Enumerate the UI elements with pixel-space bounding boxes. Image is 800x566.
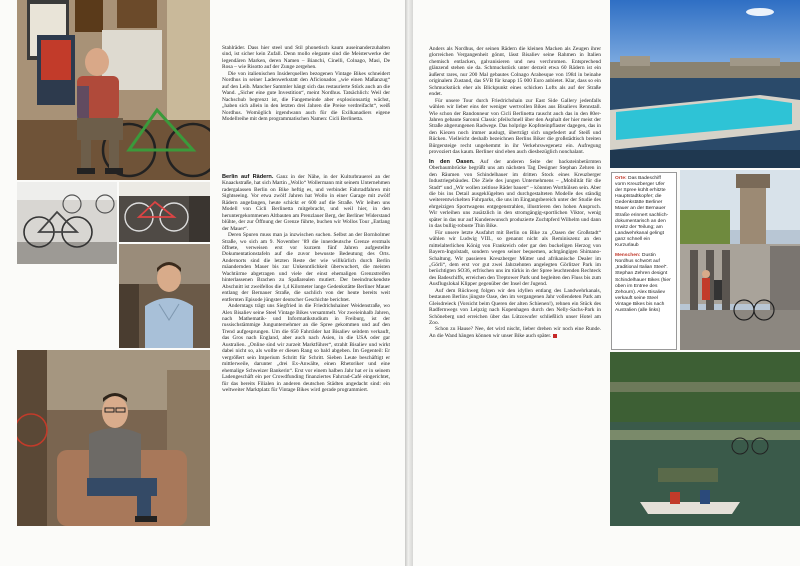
photo-badeschiff-pool [610,0,800,168]
page-gutter [405,0,413,566]
photo-bikes-shop [17,182,117,264]
right-page [413,0,800,566]
paragraph: In den Oasen. Auf der anderen Seite der backsteinbetürmten Oberbaumbrücke begrüßt uns am nächsten Tag Designer Stephan Zehren in den Räumen von Schindelhauer im dritten Stock eines Kreuzberger Industriegebäudes. Die Ziele des jungen Unternehmens – „Mobilität für die Stadt“ und „Wir wollen zeitlose Räder bauen“ – könnten Worthülsen sein. Aber die bis ins Detail ausgeklügelten und durchgestalteten Modelle des ständig weiterentwickelten Fuhrparks, die uns im Eingangsbereich unter der Studie des ehrgeizigen Sportwagens entgegenstrahlen, illustrieren den hohen Anspruch. Wir verleihen uns zusätzlich in den stromgängig-sportlichen Viktor, wenig später in das nur auf Kundenwunsch produzierte Zuchtpferd Wilhelm und dann in das bullig-robuste Thin Bike. [429,158,601,230]
photo-designer-portrait [119,244,210,348]
photo-owner-couch [17,350,210,526]
caption-menschen: Menschen: Dustin Nordhus schwört auf „traditional Italian Steel“. Stephan Zehren designt Schindelhauer Bikes (hier oben im Entree des Zehourn). Alex Bisaliev verkauft seine Steel Vintage Bikes bis nach Australien (alle links) [615,253,671,313]
article-column-1 [222,45,390,122]
subhead: In den Oasen. [429,158,475,165]
photo-bike-shop-owner [17,0,210,180]
caption-orte: Orte: Das Badeschiff vorm Kreuzberger Ufer der Spree kühlt erhitzte Hauptstadtkopfer; die Gedenkstätte Berliner Mauer an der Bernauer Straße erinnert sachlich-dokumentarisch an den Irrwitz der Teilung; am Landwehrkanal gelingt ganz schnell ein Kurzurlaub [615,176,669,249]
paragraph: Auf dem Rückweg folgen wir den idyllen entlang des Landwehrkanals, bestaunen Berlins jüngste Oase, den im vergangenen Jahr vollendeten Park am Gleisdreieck (Vorsicht beim Queren der alten Schienen!), rehnen ein Stück des Radfernwegs von Leipzig nach Kopenhagen durch den Nelly-Sachs-Park in Schöneberg und erreichen über das Lützowufer schließlich unser Hotel am Zoo. [429,287,601,327]
paragraph: Deren Spuren muss man ja inzwischen suchen. Selbst an der Bornholmer Straße, wo sich am 9. November ’89 die innerdeutsche Grenze erstmals öffnete, verweisen erst vor kurzem fünf Jahren aufgestellte Dokumentationstafeln auf die zuvor bewusste Bedeutung des Orts. Andernorts sind die letzten Reste der wie willkürlich durch Berlin mäandernden Mauer bis zur Unkenntlichkeit überwuchert, die meisten Wachtürme abgetragen und viele der einst ehemaligen Grenzstreifen hinterlassenen Brachen zu Spaßarealen mutiert. Der beeindruckendste Abschnitt ist zweifellos die 1,4 Kilometer lange Gedenkstätte Berliner Mauer entlang der Bernauer Straße, die sachlich von der heute bereits weit entfernten Episode jüngster deutscher Geschichte berichtet. [222,232,390,303]
photo-landwehrkanal [610,352,800,526]
article-end-mark [553,334,557,338]
paragraph: Anderntags trägt uns Siegfried in die Friedrichshainer Weidenstraße, wo Alex Bisaliev seine Steel Vintage Bikes versammelt. Vor zweieinhalb Jahren, nach Mathematik- und Informatikstudium in Freiburg, ist der russischstämmige Jungunternehmer an die Spree gekommen und auf den Trend aufgesprungen. Um die 650 Fahrräder hat Bisaliev seitdem verkauft, das Gros nach England, aber auch nach Asien, in die USA oder gar Australien. „Online sind wir zurzeit Marktführer“, strahlt Bisaliev und wirkt dabei nicht so, als wollte er diesen Rang so bald abgeben. Im Gegenteil: Er vergrößert sein Imperium Schritt für Schritt. Sieben Leute beschäftigt er mittlerweile, darunter „drei Ex-Anwälte, einen Rhetoriker und eine ehemalige Schweizer Bankerin“. Erst vor einem halben Jahr hat er in seinem Ladengeschäft ein per Crowdfunding finanziertes Fahrrad-Café eingerichtet, für das bereits Filialen in anderen deutschen Städten angedacht sind: ein weltweiter Marktplatz für Vintage Bikes wird gerade programmiert. [222,303,390,393]
photo-bikes-hanging [119,182,210,242]
paragraph: Schon zu Hause? Nee, det wird nischt, lieber drehen wir noch eine Runde. An die Wand hängen können wir unser Bike auch später. [429,326,601,339]
paragraph: Stahlräder. Dass hier steel und Stil phonetisch kaum auseinanderzuhalten sind, ist sicher kein Zufall. Denn mollo elegante sind die Meisterwerke der legendären Marken, deren Namen – Bianchi, Cinelli, Colnago, Masi, De Rosa – wie Risotto auf der Zunge zergehen. [222,45,390,71]
article-column-2 [222,174,390,393]
paragraph: Berlin auf Rädern. Ganz in der Nähe, in der Kulturbrauerei an der Knaackstraße, hat sich Martin „Wollo“ Wollermann mit seinem Unternehmen radergalassen Berlin on Bike heftig es, und verbindet Fahrradfahren mit Sightseeing. Vor etwa zwölf Jahren hat Wollo in einer Garage mit zwölf Rädern angefangen, heute schickt er 600 auf die Straße. Wir leihen uns Modell von Cicli Berlinetta mitgebracht, und weil hier, in den heruntergekommenen Altbauten am Prenzlauer Berg, der Berliner Widerstand blühte, der zur Öffnung der Grenze führte, buchen wir Wollos Tour „Entlang der Mauer“. [222,174,390,232]
photo-caption-box [611,172,677,350]
article-column-3 [429,46,601,339]
subhead: Berlin auf Rädern. [222,174,274,180]
paragraph: Die von italienischen Insiderquellen bezogenen Vintage Bikes schneidert Nordhus in seiner Ladenwerkstatt den Aficionados „wie einen Maßanzug“ auf den Leib. Mancher Sammler hängt sich das restaurierte Stück auch an die Wand. „Sicher eine gute Investition“, meint Nordhus. Tatsächlich: Weil der Nachschub begrenzt ist, die Fangemeinde aber explosionsartig wächst, „haben sich allein in den letzten drei Jahren die Preise verdreifacht“, weiß Nordhus. Womöglich irgendwann auch für die Exilkanadiers eigene Modellreihe mit dem programmatischen Namen: Cicli Berlinetta. [222,70,390,122]
paragraph: Anders als Nordhus, der seinen Rädern die kleinen Macken als Zeugen ihrer glorreichen Vergangenheit gönnt, lässt Bisaliev seine Rahmen in Italien chemisch entlacken, galvanisieren und neu verchromen. Entsprechend glänzend stehen sie da. Schmuckstück unter derzeit etwa 60 Rädern ist ein äußerst rares, nur 200 Mal gebautes Colnago Arabesque von 1984 in beinahe originalem Zustand, das SVB für knapp 15 000 Euro anbietet. Klar, dass so ein Schmuckstück eher als Blickpunkt eines schicken Lofts als auf der Straße endet. [429,46,601,98]
paragraph: Für unsere Tour durch Friedrichshain zur East Side Gallery jedenfalls wählen wir lieber eins der weniger wertvollen Bikes aus Bisalievs Rennstall. Wie schon der Randonneur von Cicli Berlinetta rauscht auch das in den 80er-Jahren gebaute Saronni Classic pfeilschnell über den Asphalt der hier meist der Straße abgerungenen Radwege. Das holprige Kopfsteinpflaster dagegen, das in den Kiezen noch immer auslugt, überträgt sich ungefedert auf Steiß und Rücken. Vielleicht deshalb bezeichnen Berlins Biker die großstädtisch breiten Bürgersteige recht ungehemmt in ihr Verkehrswegenetz ein. Aufregung provoziert das kaum. Berliner sind eben auch diesbezüglich nonchalant. [429,97,601,156]
photo-berlin-wall-memorial [680,170,800,350]
paragraph: Für unsere letzte Ausfahrt mit Berlin on Bike zu „Oasen der Großstadt“ wählen wir Ludwig VIII., so genannt nicht als Reminiszenz an den mittelalterlichen König von Frankreich oder gar den buckeligen Herzog von Bayern-Ingolstadt, sondern wegen seiner bequemen, achtgängigen Shimano-Schaltung. Wir passieren Kreuzberger Mütter und afrikanische Dealer im „Görli“, dem erst vor gut zwei Jahrzehnten angelegten Görlitzer Park im berüchtigten SO36, erfrischen uns im türkis in der Spree leuchtenden Rechteck des Badeschiffs, erreichen den Treptower Park und begleiten den Fluss bis zum Ausflugslokal Klipper gegenüber der Insel der Jugend. [429,229,601,288]
